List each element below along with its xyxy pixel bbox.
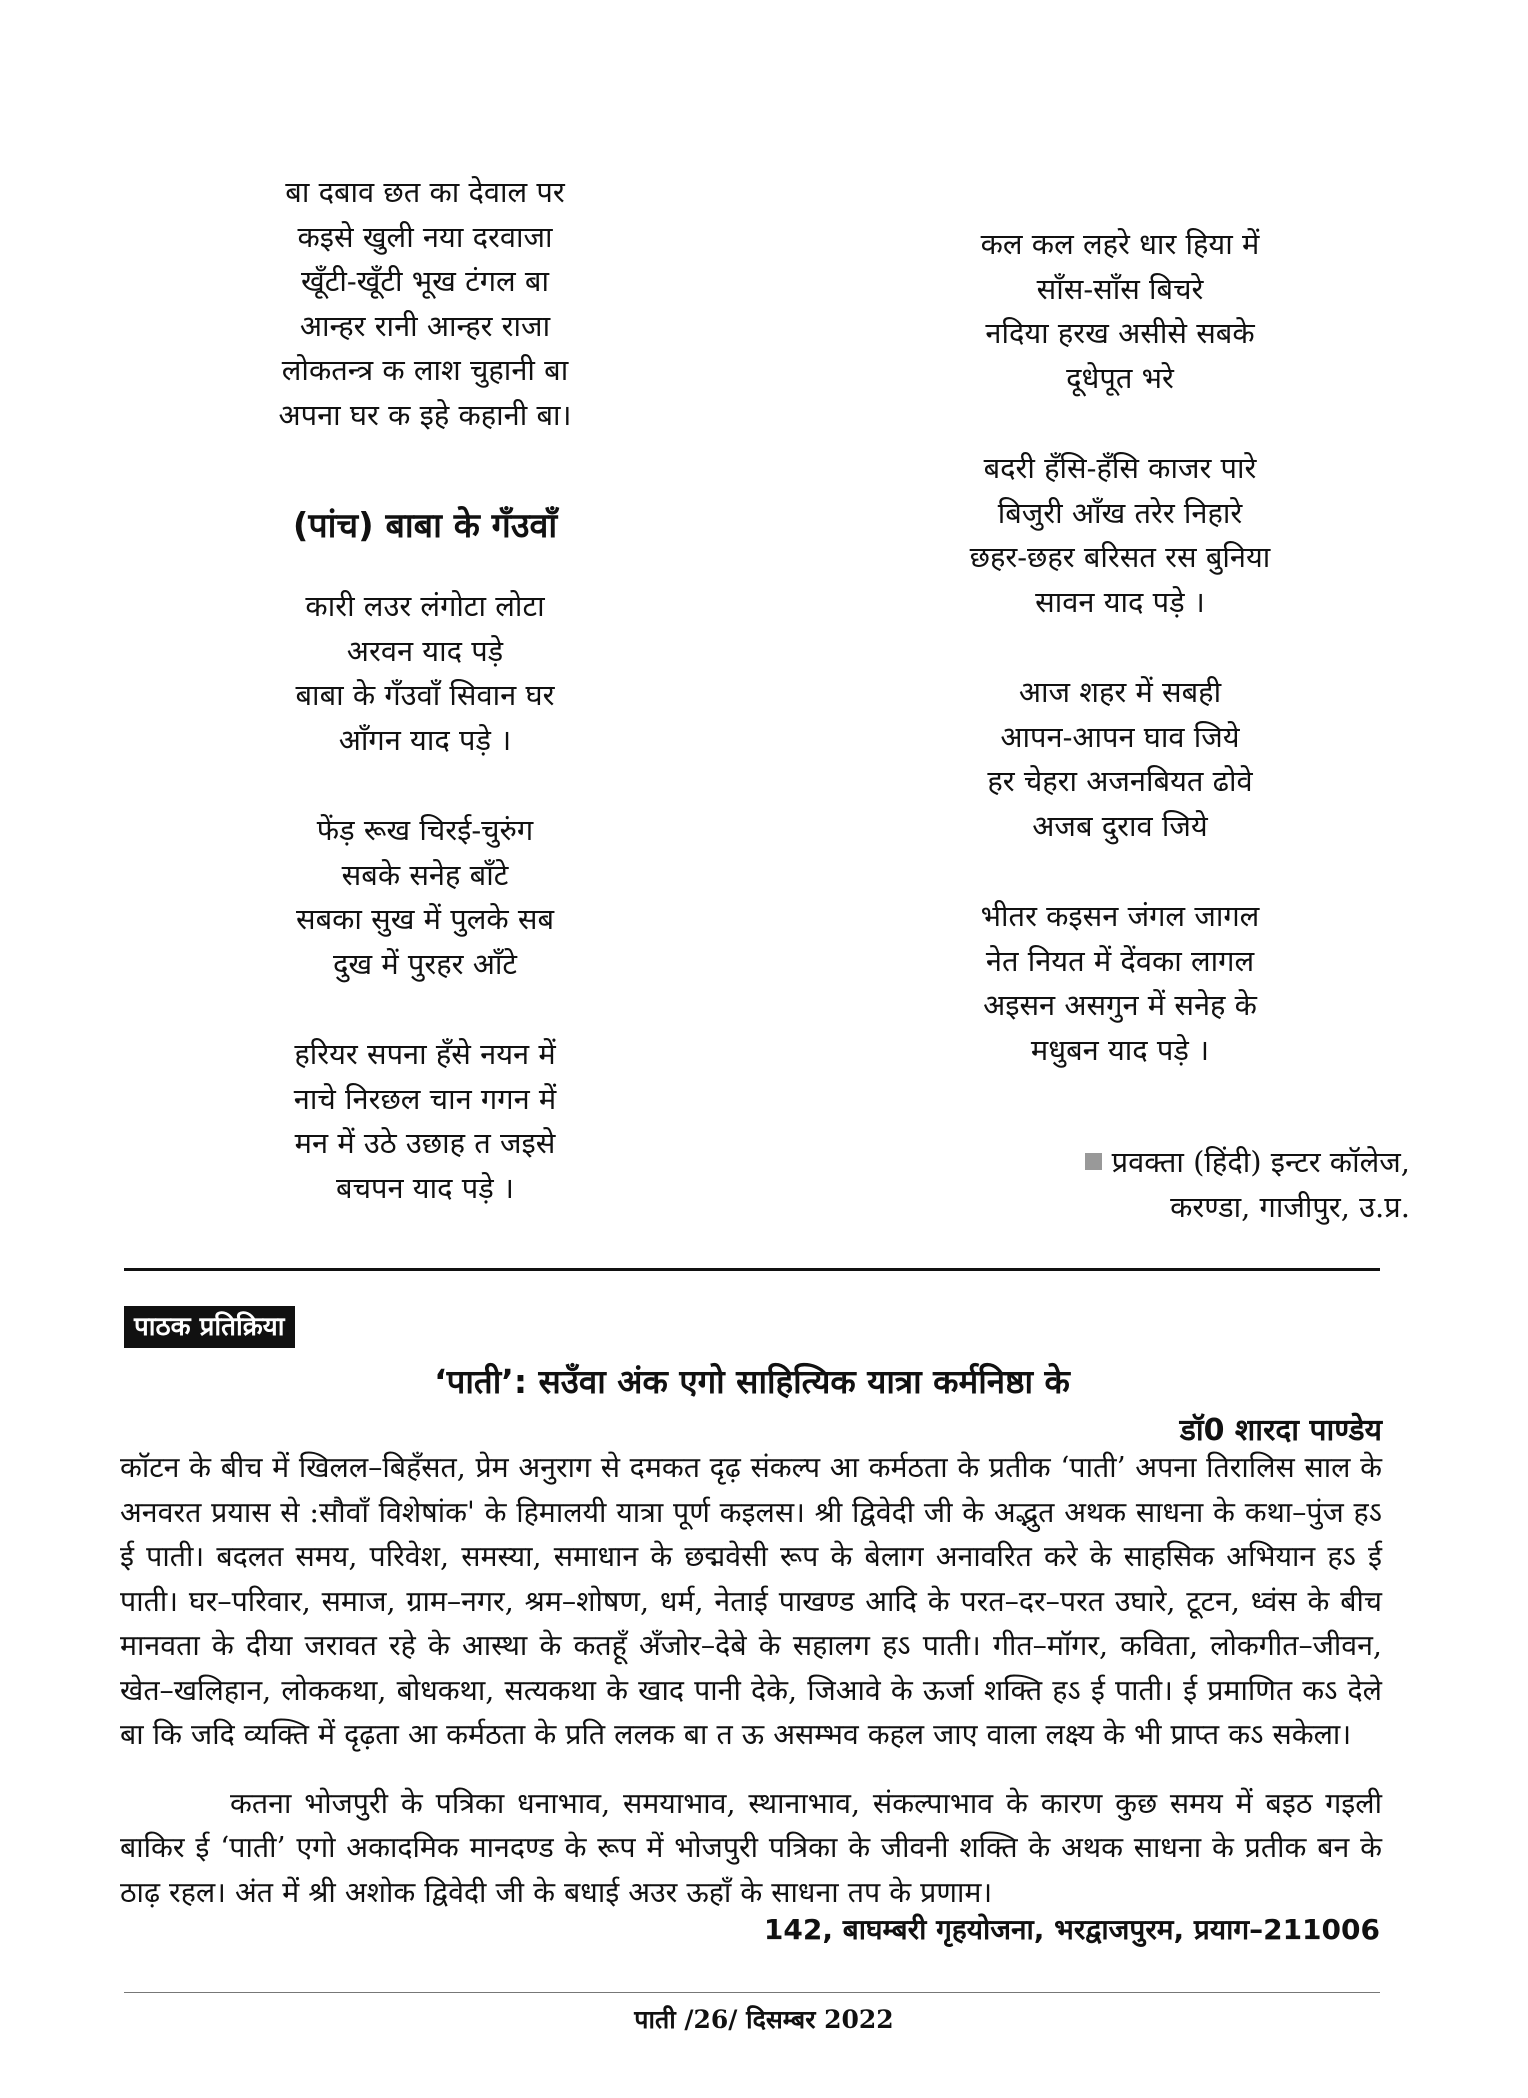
verse-line: छहर-छहर बरिसत रस बुनिया bbox=[969, 540, 1271, 574]
verse-line: कारी लउर लंगोटा लोटा bbox=[305, 589, 545, 623]
verse-line: नेत नियत में देंवका लागल bbox=[985, 943, 1255, 978]
verse-line: कल कल लहरे धार हिया में bbox=[980, 227, 1260, 261]
footer-divider bbox=[124, 1992, 1380, 1993]
right-poem-column bbox=[890, 222, 1350, 1072]
article-title: ‘पाती’: सउँवा अंक एगो साहित्यिक यात्रा कर्मनिष्ठा के bbox=[434, 1362, 1070, 1401]
section-divider bbox=[124, 1268, 1380, 1271]
verse-line: मन में उठे उछाह त जइसे bbox=[294, 1126, 556, 1160]
verse-line: बा दबाव छत का देवाल पर bbox=[285, 175, 565, 209]
verse-line: सावन याद पड़े । bbox=[1035, 584, 1205, 619]
verse-left-3 bbox=[200, 808, 650, 986]
verse-right-1 bbox=[890, 222, 1350, 400]
verse-line: साँस-साँस बिचरे bbox=[1036, 271, 1204, 306]
verse-line: हरियर सपना हँसे नयन में bbox=[294, 1037, 556, 1071]
verse-line: नदिया हरख असीसे सबके bbox=[985, 316, 1255, 350]
verse-line: दुख में पुरहर आँटे bbox=[333, 946, 517, 981]
verse-line: आपन-आपन घाव जिये bbox=[1000, 719, 1240, 754]
verse-line: अपना घर क इहे कहानी बा। bbox=[278, 397, 572, 432]
verse-line: अरवन याद पड़े bbox=[346, 633, 504, 668]
verse-line: खूँटी-खूँटी भूख टंगल बा bbox=[301, 264, 549, 298]
verse-line: दूधेपूत भरे bbox=[1066, 360, 1174, 395]
verse-left-1 bbox=[200, 170, 650, 437]
square-bullet-icon bbox=[1085, 1153, 1102, 1170]
article-body bbox=[120, 1446, 1382, 1915]
article-address: 142, बाघम्बरी गृहयोजना, भरद्वाजपुरम, प्रयाग–211006 bbox=[763, 1913, 1380, 1946]
verse-left-2 bbox=[200, 584, 650, 762]
verse-line: हर चेहरा अजनबियत ढोवे bbox=[987, 764, 1253, 798]
verse-line: बाबा के गँउवाँ सिवान घर bbox=[295, 678, 555, 712]
verse-left-4 bbox=[200, 1032, 650, 1210]
poet-address bbox=[1010, 1140, 1410, 1230]
verse-right-2 bbox=[890, 446, 1350, 624]
article-paragraph: कॉटन के बीच में खिलल–बिहँसत, प्रेम अनुराग से दमकत दृढ़ संकल्प आ कर्मठता के प्रतीक ‘पाती’ अपना तिरालिस साल के अनवरत प्रयास से :सौवाँ विशेषांक' के हिमालयी यात्रा पूर्ण कइलस। श्री द्विवेदी जी के अद्भुत अथक साधना के कथा–पुंज हऽ ई पाती। बदलत समय, परिवेश, समस्या, समाधान के छद्मवेसी रूप के बेलाग अनावरित करे के साहसिक अभियान हऽ ई पाती। घर–परिवार, समाज, ग्राम–नगर, श्रम–शोषण, धर्म, नेताई पाखण्ड आदि के परत–दर–परत उघारे, टूटन, ध्वंस के बीच मानवता के दीया जरावत रहे के आस्था के कतहूँ अँजोर–देबे के सहालग हऽ पाती। गीत–मॉगर, कविता, लोकगीत–जीवन, खेत–खलिहान, लोककथा, बोधकथा, सत्यकथा के खाद पानी देके, जिआवे के ऊर्जा शक्ति हऽ ई पाती। ई प्रमाणित कऽ देले बा कि जदि व्यक्ति में दृढ़ता आ कर्मठता के प्रति ललक बा त ऊ असम्भव कहल जाए वाला लक्ष्य के भी प्राप्त कऽ सकेला। bbox=[120, 1451, 1382, 1751]
verse-line: अजब दुराव जिये bbox=[1032, 808, 1208, 843]
verse-line: भीतर कइसन जंगल जागल bbox=[980, 899, 1260, 933]
section-tag: पाठक प्रतिक्रिया bbox=[124, 1306, 295, 1348]
verse-line: बदरी हँसि-हँसि काजर पारे bbox=[983, 451, 1257, 485]
verse-line: मधुबन याद पड़े । bbox=[1030, 1032, 1210, 1067]
poet-address-line2: करण्डा, गाजीपुर, उ.प्र. bbox=[1170, 1190, 1410, 1224]
poet-address-line1: प्रवक्ता (हिंदी) इन्टर कॉलेज, bbox=[1111, 1145, 1410, 1179]
verse-line: बचपन याद पड़े । bbox=[336, 1170, 514, 1205]
article-paragraph: कतना भोजपुरी के पत्रिका धनाभाव, समयाभाव, स्थानाभाव, संकल्पाभाव के कारण कुछ समय में बइठ गइली बाकिर ई ‘पाती’ एगो अकादमिक मानदण्ड के रूप में भोजपुरी पत्रिका के जीवनी शक्ति के अथक साधना के प्रतीक बन के ठाढ़ रहल। अंत में श्री अशोक द्विवेदी जी के बधाई अउर ऊहाँ के साधना तप के प्रणाम। bbox=[120, 1786, 1382, 1909]
verse-line: अइसन असगुन में सनेह के bbox=[983, 988, 1257, 1022]
verse-line: आज शहर में सबही bbox=[1018, 675, 1222, 709]
article-author: डॉ0 शारदा पाण्डेय bbox=[1179, 1413, 1382, 1448]
verse-right-3 bbox=[890, 670, 1350, 848]
verse-line: नाचे निरछल चान गगन में bbox=[293, 1081, 557, 1116]
poem-title: (पांच) बाबा के गँउवाँ bbox=[292, 506, 558, 546]
verse-line: लोकतन्त्र क लाश चुहानी बा bbox=[281, 353, 569, 387]
page-footer: पाती /26/ दिसम्बर 2022 bbox=[634, 2005, 894, 2034]
verse-right-4 bbox=[890, 894, 1350, 1072]
verse-line: बिजुरी आँख तरेर निहारे bbox=[997, 495, 1243, 530]
verse-line: सबका सुख में पुलके सब bbox=[295, 902, 555, 936]
verse-line: आन्हर रानी आन्हर राजा bbox=[299, 308, 551, 343]
verse-line: सबके सनेह बाँटे bbox=[341, 857, 509, 892]
verse-line: कइसे खुली नया दरवाजा bbox=[297, 219, 553, 254]
verse-line: आँगन याद पड़े । bbox=[338, 722, 512, 757]
left-poem-column bbox=[200, 170, 650, 1210]
verse-line: फेंड़ रूख चिरई-चुरुंग bbox=[316, 813, 534, 847]
